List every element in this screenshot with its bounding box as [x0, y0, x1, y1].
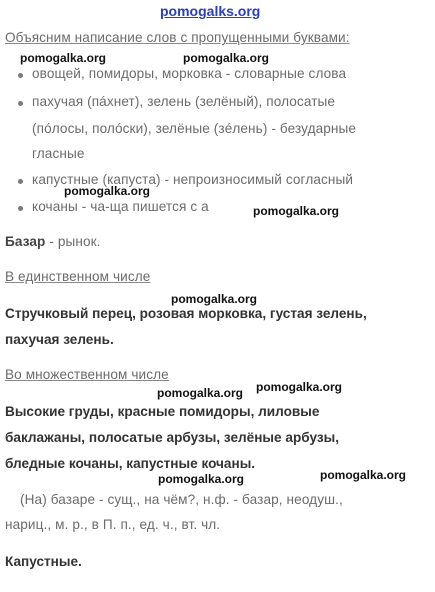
watermark: pomogalka.org [171, 292, 258, 306]
bullet-dot [18, 73, 23, 78]
bullet-item: овощей, помидоры, морковка - словарные слова [32, 66, 347, 81]
bullet-item: капустные (капуста) - непроизносимый согласный [32, 172, 354, 187]
singular-line: пахучая зелень. [5, 332, 114, 347]
plural-line: бледные кочаны, капустные кочаны. [5, 456, 256, 471]
bazar-word: Базар [5, 234, 46, 249]
analysis-line: нариц., м. р., в П. п., ед. ч., вт. чл. [5, 517, 221, 532]
plural-line: Высокие груды, красные помидоры, лиловые [5, 404, 320, 419]
last-word: Капустные. [5, 554, 82, 569]
watermark: pomogalka.org [320, 468, 407, 482]
bullet-dot [18, 179, 23, 184]
bazar-definition [5, 234, 101, 249]
singular-label: В единственном числе [5, 269, 151, 284]
bullet-item-continued: (пóлосы, полóски), зелёные (зéлень) - безударные [32, 121, 357, 136]
heading-title: Объясним написание слов с пропущенными буквами: [5, 30, 350, 45]
bazar-def-text: - рынок. [45, 234, 101, 249]
watermark: pomogalka.org [253, 204, 340, 218]
watermark: pomogalka.org [20, 51, 107, 65]
watermark: pomogalka.org [183, 51, 270, 65]
watermark: pomogalka.org [256, 380, 343, 394]
site-link[interactable]: pomogalks.org [160, 3, 261, 19]
watermark: pomogalka.org [157, 386, 244, 400]
bullet-dot [18, 206, 23, 211]
watermark: pomogalka.org [64, 184, 151, 198]
bullet-item-continued: гласные [32, 146, 85, 161]
watermark: pomogalka.org [158, 472, 245, 486]
bullet-item: пахучая (пáхнет), зелень (зелёный), полосатые [32, 94, 336, 109]
plural-label: Во множественном числе [5, 367, 169, 382]
plural-line: баклажаны, полосатые арбузы, зелёные арбузы, [5, 430, 339, 445]
bullet-dot [18, 101, 23, 106]
bullet-item: кочаны - ча-ща пишется с а [32, 199, 209, 214]
singular-line: Стручковый перец, розовая морковка, густая зелень, [5, 306, 367, 321]
analysis-line: (На) базаре - сущ., на чём?, н.ф. - базар, неодуш., [20, 492, 343, 507]
